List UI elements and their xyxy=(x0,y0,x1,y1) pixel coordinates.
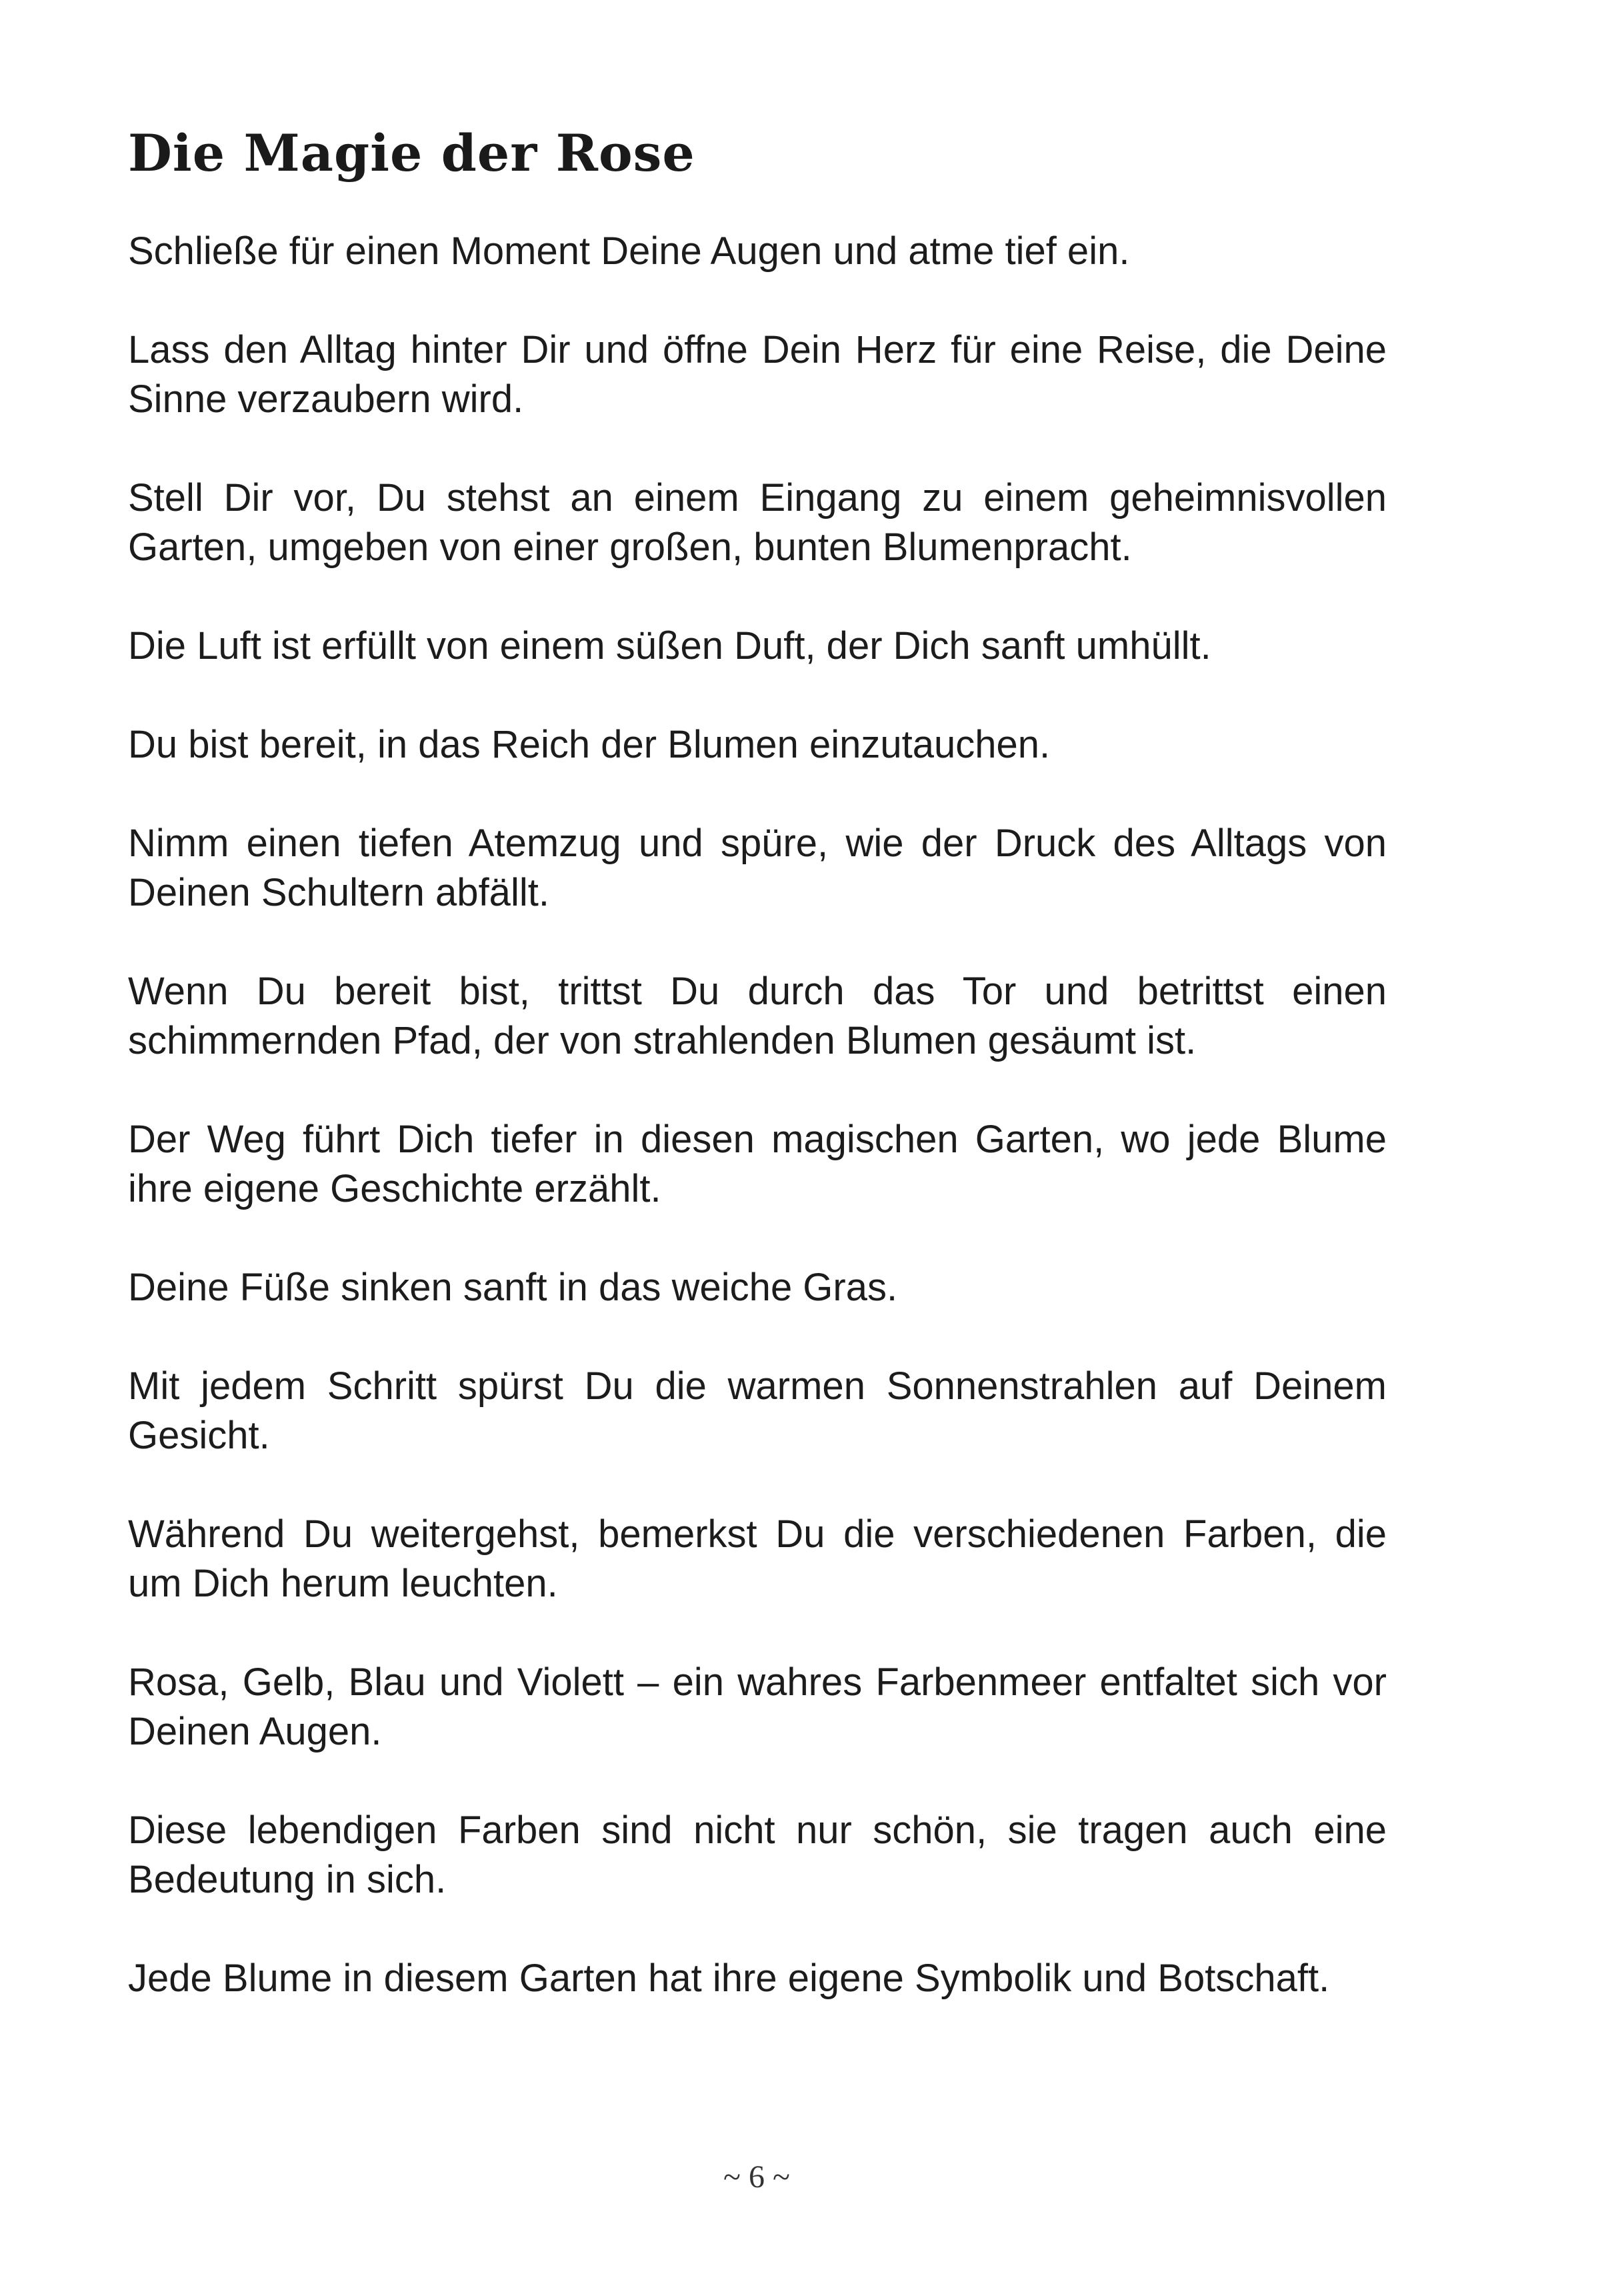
paragraph: Deine Füße sinken sanft in das weiche Gras. xyxy=(128,1266,898,1309)
paragraph: Jede Blume in diesem Garten hat ihre eigene Symbolik und Botschaft. xyxy=(128,1957,1330,2000)
page-number: ~ 6 ~ xyxy=(723,2159,790,2195)
body-text xyxy=(128,227,1387,2053)
paragraph: Diese lebendigen Farben sind nicht nur schön, sie tragen auch eine Bedeutung in sich. xyxy=(128,1809,1387,1901)
paragraph: Mit jedem Schritt spürst Du die warmen Sonnenstrahlen auf Deinem Gesicht. xyxy=(128,1364,1387,1457)
paragraph: Während Du weitergehst, bemerkst Du die verschiedenen Farben, die um Dich herum leuchten. xyxy=(128,1512,1387,1605)
paragraph: Der Weg führt Dich tiefer in diesen magischen Garten, wo jede Blume ihre eigene Geschichte erzählt. xyxy=(128,1118,1387,1210)
paragraph: Nimm einen tiefen Atemzug und spüre, wie der Druck des Alltags von Deinen Schultern abfällt. xyxy=(128,822,1387,914)
paragraph: Schließe für einen Moment Deine Augen und atme tief ein. xyxy=(128,229,1130,273)
paragraph: Lass den Alltag hinter Dir und öffne Dein Herz für eine Reise, die Deine Sinne verzaubern wird. xyxy=(128,328,1387,421)
chapter-title: Die Magie der Rose xyxy=(128,123,695,183)
paragraph: Wenn Du bereit bist, trittst Du durch das Tor und betrittst einen schimmernden Pfad, der von strahlenden Blumen gesäumt ist. xyxy=(128,970,1387,1062)
paragraph: Die Luft ist erfüllt von einem süßen Duft, der Dich sanft umhüllt. xyxy=(128,624,1211,668)
paragraph: Stell Dir vor, Du stehst an einem Eingang zu einem geheimnisvollen Garten, umgeben von einer großen, bunten Blumenpracht. xyxy=(128,476,1387,569)
paragraph: Du bist bereit, in das Reich der Blumen einzutauchen. xyxy=(128,723,1051,766)
paragraph: Rosa, Gelb, Blau und Violett – ein wahres Farbenmeer entfaltet sich vor Deinen Augen. xyxy=(128,1660,1387,1753)
